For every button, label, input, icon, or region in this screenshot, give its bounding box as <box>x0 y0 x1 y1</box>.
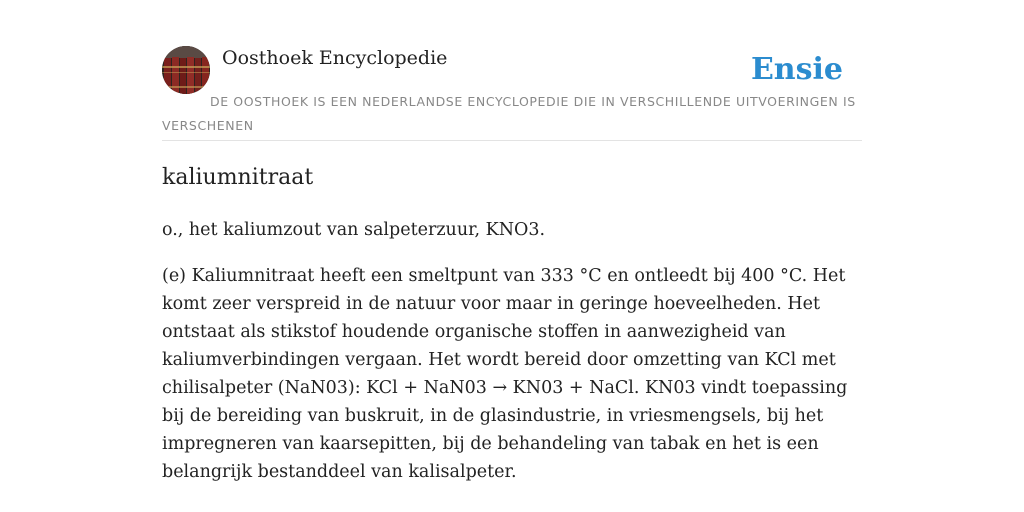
entry-title: kaliumnitraat <box>162 165 314 190</box>
entry-content <box>162 162 862 486</box>
ensie-logo[interactable]: Ensie <box>750 52 843 87</box>
entry-definition: o., het kaliumzout van salpeterzuur, KNO3. <box>162 220 546 240</box>
source-name[interactable]: Oosthoek Encyclopedie <box>222 47 448 69</box>
source-avatar[interactable] <box>162 46 210 94</box>
source-tagline: DE OOSTHOEK IS EEN NEDERLANDSE ENCYCLOPEDIE DIE IN VERSCHILLENDE UITVOERINGEN IS VERSCHENEN <box>162 94 856 133</box>
encyclopedia-books-icon <box>162 46 210 94</box>
source-header <box>162 46 862 141</box>
entry-description: (e) Kaliumnitraat heeft een smeltpunt van 333 °C en ontleedt bij 400 °C. Het komt zeer verspreid in de natuur voor maar in geringe hoeveelheden. Het ontstaat als stikstof houdende organische stoffen in aanwezigheid van kaliumverbindingen vergaan. Het wordt bereid door omzetting van KCl met chilisalpeter (NaN03): KCl + NaN03 → KN03 + NaCl. KN03 vindt toepassing bij de bereiding van buskruit, in de glasindustrie, in vriesmengsels, bij het impregneren van kaarsepitten, bij de behandeling van tabak en het is een belangrijk bestanddeel van kalisalpeter. <box>162 266 848 482</box>
